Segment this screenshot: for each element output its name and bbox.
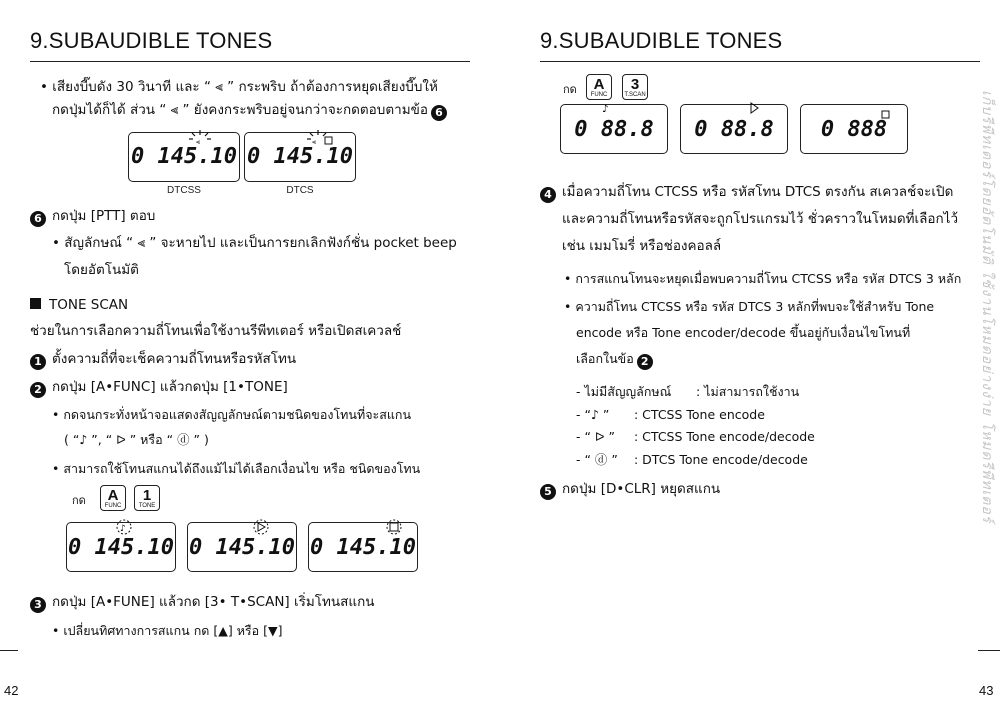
step2-bullet2: • สามารถใช้โทนสแกนได้ถึงแม้ไม่ได้เลือกเงื่อนไข หรือ ชนิดของโทน [52,461,421,476]
decode-triangle-icon [743,99,765,117]
flash-icon [250,516,272,536]
step4-line3: เช่น เมมโมรี่ หรือช่องคอลล์ [562,238,722,254]
step3-number-icon: 3 [30,597,46,613]
step5 [540,480,720,500]
key-letter: 3 [630,76,640,93]
lcd-caption-dtcs: DTCS [286,185,314,196]
legend-symbol: - “ ⓓ ” [576,452,618,467]
step4-bullet2-line1: • ความถี่โทน CTCSS หรือ รหัส DTCS 3 หลักที่พบจะใช้สำหรับ Tone [564,299,935,314]
step2-bullet1-line2: ( “♪ ”, “ ᐅ ” หรือ “ ⓓ ” ) [64,432,209,447]
step4-line1 [540,183,953,203]
right-page-number: 43 [979,683,994,698]
step4-bullet2-line2: encode หรือ Tone encoder/decode ขึ้นอยู่กับเงื่อนไขโทนที่ [576,325,911,340]
svg-text:♪: ♪ [602,104,609,115]
press-label: กด [563,83,577,96]
step2-bullet1-line1: • กดจนกระทั่งหน้าจอแสดงสัญญลักษณ์ตามชนิดของโทนที่จะสแกน [52,407,412,422]
press-label: กด [72,494,86,507]
lcd-tone: 0 888 [820,117,888,142]
lcd-tone: 0 88.8 [694,117,774,142]
lcd-display-ctcss-decode [187,522,297,572]
lcd-display-dtcs-code [308,522,418,572]
step4-line2: และความถี่โทนหรือรหัสจะถูกโปรแกรมไว้ ชั่วคราวในโหมดที่เลือกไว้ [562,211,959,227]
lcd-tone: 0 88.8 [574,117,654,142]
legend-desc: : CTCSS Tone encode/decode [634,429,815,444]
right-title-rule [540,61,980,62]
key-sublabel: TONE [138,503,156,509]
step2-number-icon: 2 [30,382,46,398]
lcd-frequency: 0 145.10 [247,144,353,169]
bleed-through-side-text: เก็บรีพีทเตอร์โดยอัตโนมัติ ใช้งานโหมดอย่างง่าย โหมดรีพีทเตอร์ [979,90,995,524]
key-3-tscan [622,74,648,100]
step4-text: เมื่อความถี่โทน CTCSS หรือ รหัสโทน DTCS ตรงกัน สเควลช์จะเปิด [562,184,954,200]
left-footer-rule [0,650,18,651]
key-a-func [100,485,126,511]
key-letter: 1 [142,487,152,504]
key-letter: A [593,76,605,93]
step4-bullet2-line3-text: เลือกในข้อ [576,351,634,366]
step6-bullet-line2: โดยอัตโนมัติ [64,262,139,278]
step5-number-icon: 5 [540,484,556,500]
legend-row-none [576,383,799,401]
legend-desc: : DTCS Tone encode/decode [634,452,808,467]
tone-scan-intro: ช่วยในการเลือกความถี่โทนเพื่อใช้งานรีพีทเตอร์ หรือเปิดสเควลช์ [30,323,402,339]
key-sublabel: FUNC [104,503,122,509]
key-sublabel: FUNC [590,92,608,98]
key-1-tone [134,485,160,511]
step2-text: กดปุ่ม [A•FUNC] แล้วกดปุ่ม [1•TONE] [52,379,288,395]
lcd-display-scan-dtcs [800,104,908,154]
left-page-number: 42 [4,683,19,698]
step3-bullet: • เปลี่ยนทิศทางการสแกน กด [▲] หรือ [▼] [52,623,283,638]
step2-ref-icon: 2 [637,354,653,370]
bullet1-line2-text: กดปุ่มได้ก็ได้ ส่วน “ ⫷ ” ยังคงกระพริบอยู่จนกว่าจะกดตอบตามข้อ [52,102,428,118]
flash-icon [113,516,135,536]
left-page-title: 9.SUBAUDIBLE TONES [30,28,273,53]
section-heading [30,296,128,314]
step1-text: ตั้งความถี่ที่จะเช็คความถี่โทนหรือรหัสโทน [52,351,297,367]
step3-text: กดปุ่ม [A•FUNE] แล้วกด [3• T•SCAN] เริ่มโทนสแกน [52,594,375,610]
section-title: TONE SCAN [49,297,129,313]
step1 [30,350,296,370]
key-letter: A [107,487,119,504]
key-a-func [586,74,612,100]
legend-row-ctcss-encode [576,406,765,424]
music-note-icon [595,99,617,117]
step4-number-icon: 4 [540,187,556,203]
legend-symbol: - ไม่มีสัญญลักษณ์ [576,384,672,399]
bullet1-line2 [52,101,447,121]
step6-text: กดปุ่ม [PTT] ตอบ [52,208,156,224]
lcd-frequency: 0 145.10 [310,535,416,560]
lcd-display-scan-decode [680,104,788,154]
step4-bullet1: • การสแกนโทนจะหยุดเมื่อพบความถี่โทน CTCSS หรือ รหัส DTCS 3 หลัก [564,271,962,286]
lcd-display-dtcs [244,132,356,182]
legend-symbol: - “♪ ” [576,407,610,422]
step6-ref-icon: 6 [431,105,447,121]
lcd-display-scan-ctcss [560,104,668,154]
legend-row-dtcs [576,451,808,469]
step5-text: กดปุ่ม [D•CLR] หยุดสแกน [562,481,721,497]
svg-text:♪: ♪ [120,524,126,534]
lcd-display-ctcss-encode [66,522,176,572]
step6 [30,207,155,227]
svg-text:⫷: ⫷ [312,138,316,146]
lcd-frequency: 0 145.10 [131,144,237,169]
right-footer-rule [978,650,1000,651]
key-sublabel: T.SCAN [624,92,646,98]
flash-icon [383,516,405,536]
left-title-rule [30,61,470,62]
lcd-frequency: 0 145.10 [189,535,295,560]
right-page-title: 9.SUBAUDIBLE TONES [540,28,783,53]
lcd-caption-dtcss: DTCSS [167,185,201,196]
legend-desc: : ไม่สามารถใช้งาน [696,384,800,399]
right-page [500,0,1000,707]
step3 [30,593,374,613]
step4-bullet2-line3 [576,350,653,370]
lcd-display-dtcss [128,132,240,182]
svg-text:⫷: ⫷ [196,138,200,146]
step6-bullet-line1: • สัญลักษณ์ “ ⫷ ” จะหายไป และเป็นการยกเลิกฟังก์ชั่น pocket beep [52,235,457,251]
lcd-frequency: 0 145.10 [68,535,174,560]
legend-desc: : CTCSS Tone encode [634,407,765,422]
legend-row-ctcss-decode [576,428,815,446]
legend-symbol: - “ ᐅ ” [576,429,615,444]
bullet1-line1: • เสียงบี๊บดัง 30 วินาที และ “ ⫷ ” กระพริบ ถ้าต้องการหยุดเสียงบี๊บให้ [40,79,438,95]
step6-number-icon: 6 [30,211,46,227]
step1-number-icon: 1 [30,354,46,370]
step2 [30,378,288,398]
square-bullet-icon [30,298,41,309]
